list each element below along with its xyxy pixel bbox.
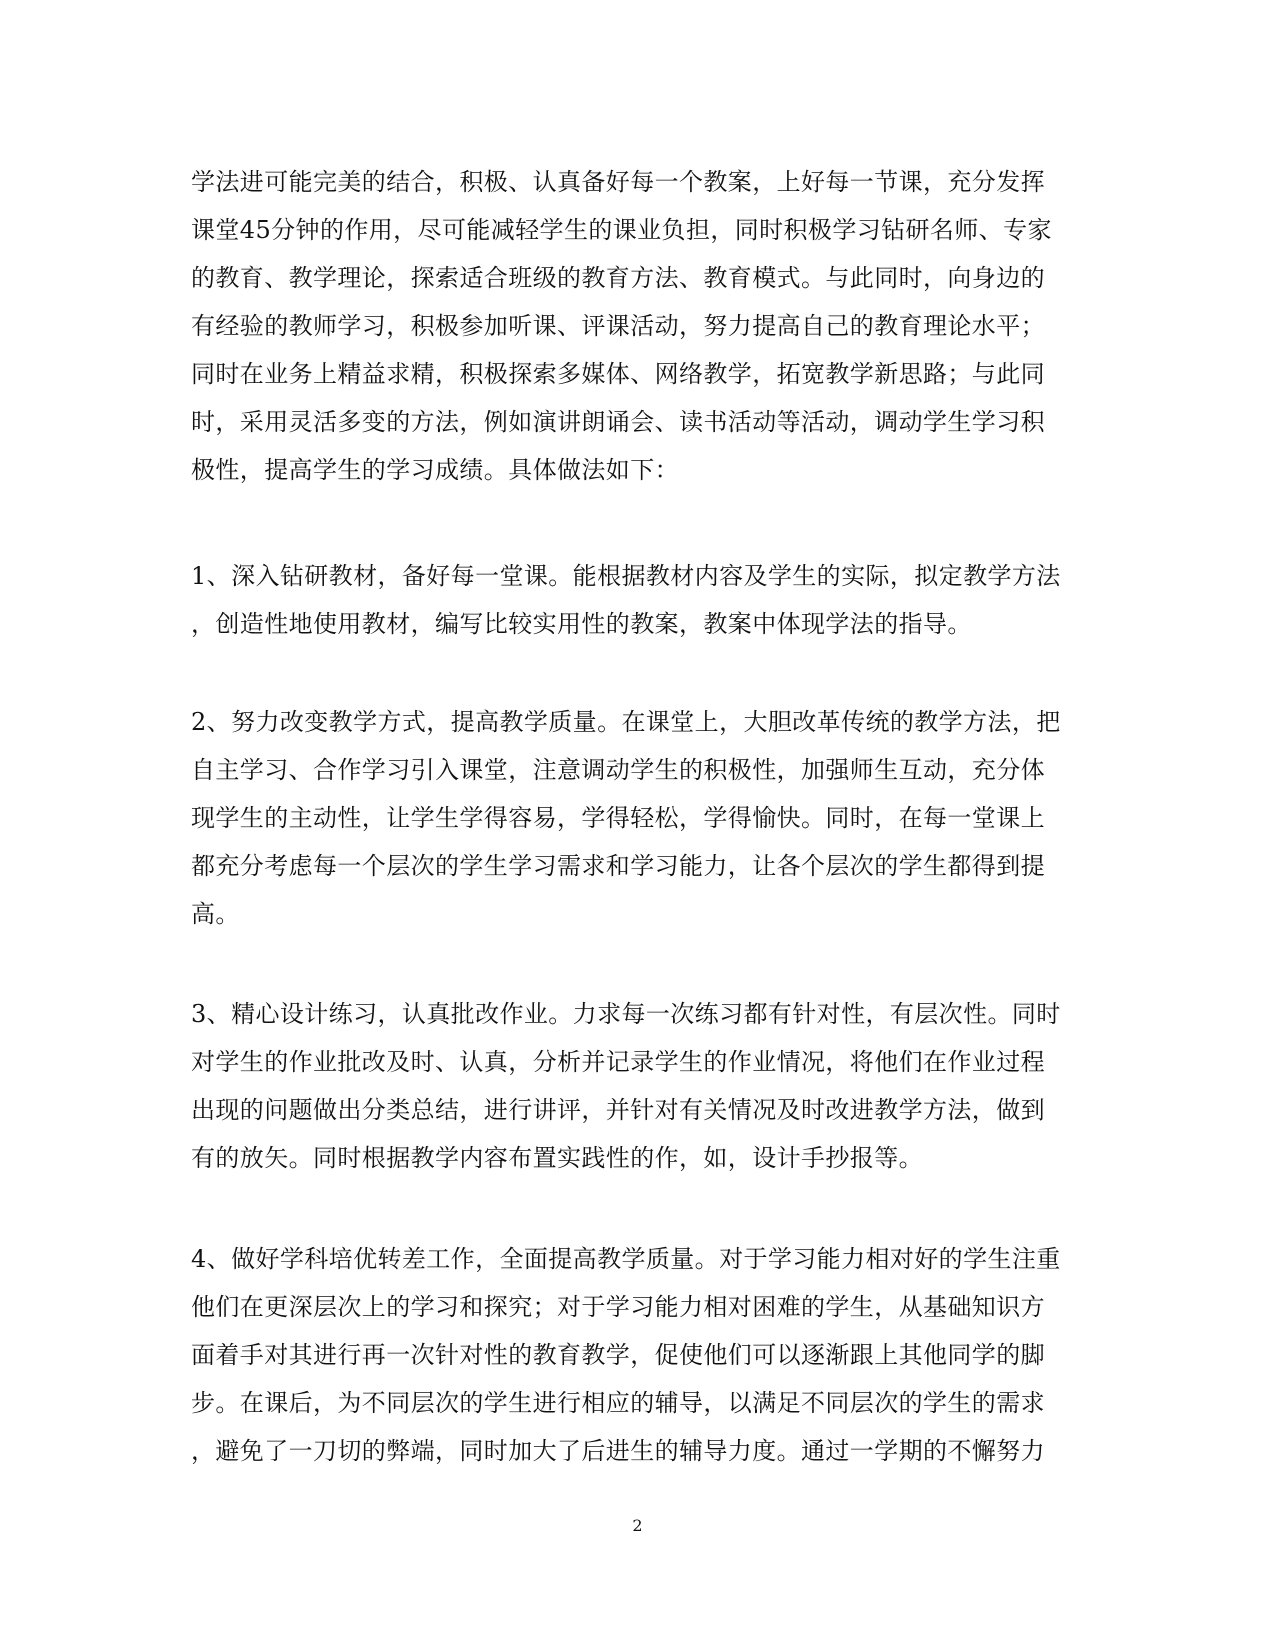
paragraph-item-2 <box>191 698 1075 938</box>
text-line: 1、深入钻研教材，备好每一堂课。能根据教材内容及学生的实际，拟定教学方法 <box>191 562 1061 590</box>
text-line: 的教育、教学理论，探索适合班级的教育方法、教育模式。与此同时，向身边的 <box>191 264 1045 292</box>
paragraph-item-1 <box>191 552 1075 648</box>
text-line: 对学生的作业批改及时、认真，分析并记录学生的作业情况，将他们在作业过程 <box>191 1048 1045 1076</box>
paragraph-item-3 <box>191 990 1075 1182</box>
text-line: 他们在更深层次上的学习和探究；对于学习能力相对困难的学生，从基础知识方 <box>191 1293 1045 1321</box>
text-line: 步。在课后，为不同层次的学生进行相应的辅导，以满足不同层次的学生的需求 <box>191 1389 1045 1417</box>
text-line: 自主学习、合作学习引入课堂，注意调动学生的积极性，加强师生互动，充分体 <box>191 756 1045 784</box>
text-line: 有的放矢。同时根据教学内容布置实践性的作，如，设计手抄报等。 <box>191 1144 923 1172</box>
text-line: 高。 <box>191 900 240 928</box>
text-line: 时，采用灵活多变的方法，例如演讲朗诵会、读书活动等活动，调动学生学习积 <box>191 408 1045 436</box>
text-line: 学法进可能完美的结合，积极、认真备好每一个教案，上好每一节课，充分发挥 <box>191 168 1045 196</box>
text-line: 同时在业务上精益求精，积极探索多媒体、网络教学，拓宽教学新思路；与此同 <box>191 360 1045 388</box>
text-line: 出现的问题做出分类总结，进行讲评，并针对有关情况及时改进教学方法，做到 <box>191 1096 1045 1124</box>
text-line: 课堂45分钟的作用，尽可能减轻学生的课业负担，同时积极学习钻研名师、专家 <box>191 216 1052 244</box>
text-line: 2、努力改变教学方式，提高教学质量。在课堂上，大胆改革传统的教学方法，把 <box>191 708 1061 736</box>
page-number: 2 <box>632 1516 643 1535</box>
text-line: 有经验的教师学习，积极参加听课、评课活动，努力提高自己的教育理论水平； <box>191 312 1045 340</box>
text-line: 4、做好学科培优转差工作，全面提高教学质量。对于学习能力相对好的学生注重 <box>191 1245 1061 1273</box>
text-line: ，避免了一刀切的弊端，同时加大了后进生的辅导力度。通过一学期的不懈努力 <box>191 1437 1045 1465</box>
text-line: ，创造性地使用教材，编写比较实用性的教案，教案中体现学法的指导。 <box>191 610 972 638</box>
text-line: 现学生的主动性，让学生学得容易，学得轻松，学得愉快。同时，在每一堂课上 <box>191 804 1045 832</box>
paragraph-item-4 <box>191 1235 1075 1475</box>
text-line: 面着手对其进行再一次针对性的教育教学，促使他们可以逐渐跟上其他同学的脚 <box>191 1341 1045 1369</box>
text-line: 都充分考虑每一个层次的学生学习需求和学习能力，让各个层次的学生都得到提 <box>191 852 1045 880</box>
paragraph-intro <box>191 158 1075 494</box>
text-line: 3、精心设计练习，认真批改作业。力求每一次练习都有针对性，有层次性。同时 <box>191 1000 1061 1028</box>
text-line: 极性，提高学生的学习成绩。具体做法如下： <box>191 456 679 484</box>
